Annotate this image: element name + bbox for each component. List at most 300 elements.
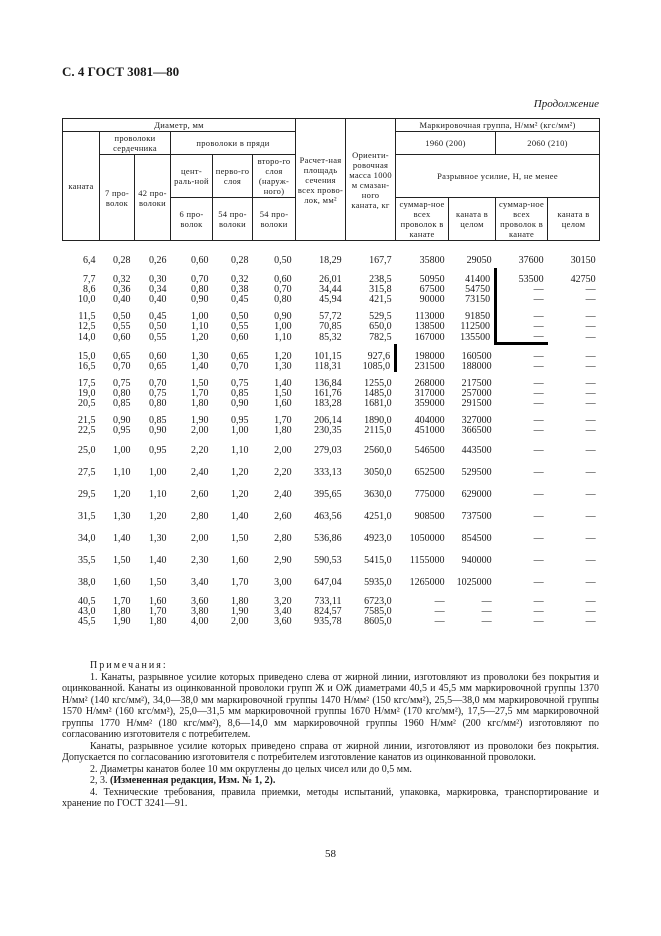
table-cell: 27,5	[78, 466, 96, 478]
table-cell: 647,04	[314, 576, 342, 588]
spacer-cell	[135, 502, 171, 509]
group-spacer	[63, 480, 600, 487]
table-cell: 1,10	[231, 444, 249, 456]
table-cell: 198000	[396, 352, 449, 362]
spacer-cell	[496, 458, 548, 465]
table-cell: 1265000	[409, 576, 445, 588]
table-cell: 70,85	[319, 321, 342, 332]
header-6wire: 6 про-волок	[171, 198, 213, 241]
table-cell: 395,65	[314, 488, 342, 500]
table-cell: 12,5	[78, 321, 96, 332]
table-cell: —	[533, 425, 544, 436]
table-cell: —	[533, 444, 544, 456]
spacer-cell	[496, 568, 548, 575]
table-cell: 782,5	[369, 331, 392, 343]
table-cell: 0,60	[191, 254, 209, 266]
table-cell: —	[481, 606, 492, 617]
table-cell: 733,11	[314, 596, 342, 607]
rope-spec-table	[62, 118, 600, 627]
spacer-cell	[296, 524, 346, 531]
table-cell: 19,0	[78, 388, 96, 399]
table-cell: 38,0	[78, 576, 96, 588]
spacer-cell	[171, 546, 213, 553]
table-cell: 161,76	[314, 388, 342, 399]
table-cell: —	[533, 351, 544, 362]
spacer-cell	[548, 546, 600, 553]
spacer-cell	[171, 480, 213, 487]
spacer-cell	[496, 436, 548, 443]
spacer-cell	[346, 524, 396, 531]
table-cell: 1,80	[149, 616, 167, 627]
table-cell: 2,60	[274, 510, 292, 522]
table-cell: 40,5	[78, 596, 96, 607]
table-cell: 529,5	[369, 311, 392, 322]
table-cell: 206,14	[314, 415, 342, 426]
table-cell: 230,35	[314, 425, 342, 436]
spacer-cell	[396, 524, 449, 531]
spacer-cell	[253, 568, 296, 575]
table-row	[63, 399, 600, 409]
table-cell: 0,90	[231, 398, 249, 409]
table-cell: 2,60	[191, 488, 209, 500]
spacer-cell	[296, 436, 346, 443]
header-whole-1: каната в целом	[449, 198, 496, 241]
table-cell: —	[533, 510, 544, 522]
header-wire-core: проволоки сердечника	[100, 132, 171, 155]
table-cell: 31,5	[78, 510, 96, 522]
spacer-cell	[346, 436, 396, 443]
table-cell: 6723,0	[364, 596, 392, 607]
spacer-cell	[135, 241, 171, 254]
header-rope: каната	[63, 132, 100, 241]
table-cell: 0,65	[231, 351, 249, 362]
table-cell: 3,00	[274, 576, 292, 588]
spacer-cell	[346, 502, 396, 509]
table-cell: 650,0	[369, 321, 392, 332]
table-cell: 1,20	[113, 488, 131, 500]
table-cell: 0,90	[149, 425, 167, 436]
table-cell: 3,20	[274, 596, 292, 607]
spacer-cell	[396, 546, 449, 553]
table-cell: 1,00	[149, 466, 167, 478]
table-cell: 2,00	[231, 616, 249, 627]
table-cell: 160500	[461, 351, 492, 362]
table-cell: 927,6	[367, 351, 391, 362]
table-cell: 41400	[465, 274, 491, 285]
table-cell: 2,30	[191, 554, 209, 566]
table-cell: 18,29	[319, 254, 342, 266]
table-cell: 136,84	[314, 378, 342, 389]
spacer-cell	[296, 502, 346, 509]
spacer-cell	[63, 524, 100, 531]
table-cell: 30150	[570, 254, 596, 266]
table-cell: 57,72	[319, 311, 342, 322]
table-cell: 0,55	[113, 321, 131, 332]
table-cell: 1025000	[456, 576, 492, 588]
table-cell: 0,45	[149, 311, 167, 322]
spacer-cell	[213, 546, 253, 553]
table-row	[63, 487, 600, 502]
spacer-cell	[253, 546, 296, 553]
table-cell: 1,30	[149, 532, 167, 544]
spacer-cell	[253, 502, 296, 509]
header-group-2060: 2060 (210)	[496, 132, 600, 155]
table-cell: 1,70	[274, 415, 292, 426]
header-42wire: 42 про-волоки	[135, 155, 171, 241]
spacer-cell	[296, 480, 346, 487]
table-cell: 50950	[419, 274, 445, 285]
table-cell: 8605,0	[364, 616, 392, 627]
table-row	[63, 531, 600, 546]
table-cell: 317000	[414, 388, 445, 399]
table-cell: —	[585, 488, 596, 500]
table-cell: —	[585, 554, 596, 566]
table-cell: 0,55	[149, 331, 167, 343]
note-2: 2. Диаметры канатов более 10 мм округлены до целых чисел или до 0,5 мм.	[90, 763, 412, 775]
table-cell: —	[585, 616, 596, 627]
spacer-cell	[496, 241, 548, 254]
table-cell: 3050,0	[364, 466, 392, 478]
table-cell: 1,70	[231, 576, 249, 588]
spacer-cell	[253, 241, 296, 254]
note-amendment-bold: (Измененная редакция, Изм. № 1, 2).	[110, 775, 276, 786]
table-cell: 0,26	[149, 254, 167, 266]
table-cell: 113000	[414, 311, 445, 322]
spacer-cell	[396, 502, 449, 509]
table-cell: 1,80	[231, 596, 249, 607]
table-cell: 0,70	[274, 284, 292, 295]
table-cell: 0,85	[149, 415, 167, 426]
header-54wire-b: 54 про-волоки	[253, 198, 296, 241]
spacer-cell	[100, 502, 135, 509]
table-cell: 1,20	[191, 331, 209, 343]
table-cell: 2,40	[274, 488, 292, 500]
spacer-cell	[213, 568, 253, 575]
table-cell: 854500	[461, 532, 492, 544]
spacer-cell	[548, 458, 600, 465]
table-cell: 1,80	[191, 398, 209, 409]
table-cell: 54750	[465, 284, 491, 295]
spacer-cell	[253, 524, 296, 531]
table-cell: —	[585, 596, 596, 607]
table-cell: —	[434, 596, 445, 607]
group-spacer	[63, 436, 600, 443]
table-cell: 29,5	[78, 488, 96, 500]
spacer-cell	[100, 568, 135, 575]
table-cell: 257000	[461, 388, 492, 399]
table-cell: 183,28	[314, 398, 342, 409]
table-cell: 37600	[518, 254, 544, 266]
table-cell: 1,70	[113, 596, 131, 607]
table-cell: 1,00	[113, 444, 131, 456]
header-mass: Ориенти-ровочная масса 1000 м смазан-ного каната, кг	[346, 119, 396, 241]
table-cell: 16,5	[78, 361, 96, 372]
table-cell: 0,90	[113, 415, 131, 426]
table-cell: 1085,0	[362, 361, 391, 372]
table-cell: 0,90	[191, 294, 209, 305]
spacer-cell	[135, 436, 171, 443]
table-cell: 3,60	[191, 596, 209, 607]
table-cell: 1,80	[113, 606, 131, 617]
table-cell: 0,55	[231, 321, 249, 332]
table-cell: 3,60	[274, 616, 292, 627]
table-cell: 1,10	[274, 331, 292, 343]
spacer-cell	[496, 502, 548, 509]
table-cell: 404000	[414, 415, 445, 426]
table-cell: 0,65	[149, 361, 167, 372]
table-cell: —	[481, 596, 492, 607]
table-cell: —	[533, 466, 544, 478]
table-cell: 0,60	[274, 274, 292, 285]
table-cell: 0,28	[231, 254, 249, 266]
table-cell: 90000	[419, 294, 445, 305]
table-cell: —	[496, 285, 548, 295]
table-cell: —	[533, 596, 544, 607]
table-cell: 3,40	[191, 576, 209, 588]
table-cell: 1,20	[274, 351, 292, 362]
table-cell: 1,30	[191, 351, 209, 362]
table-cell: 73150	[465, 294, 491, 305]
table-cell: 2,00	[274, 444, 292, 456]
table-cell: 34,44	[319, 284, 342, 295]
spacer-cell	[296, 568, 346, 575]
table-cell: 1,20	[149, 510, 167, 522]
spacer-cell	[496, 546, 548, 553]
table-cell: 1,90	[231, 606, 249, 617]
table-cell: 85,32	[319, 331, 342, 343]
table-cell: 0,80	[149, 398, 167, 409]
spacer-cell	[100, 546, 135, 553]
table-cell: 451000	[414, 425, 445, 436]
table-cell: 138500	[414, 321, 445, 332]
spacer-cell	[100, 524, 135, 531]
table-cell: 35,5	[78, 554, 96, 566]
spacer-cell	[171, 502, 213, 509]
table-cell: 0,28	[113, 254, 131, 266]
table-cell: 10,0	[78, 294, 96, 305]
spacer-cell	[213, 502, 253, 509]
table-cell: —	[533, 576, 544, 588]
table-cell: —	[434, 616, 445, 627]
table-cell: 1255,0	[364, 378, 392, 389]
header-group-1960: 1960 (200)	[396, 132, 496, 155]
table-row	[63, 362, 600, 372]
table-cell: —	[585, 425, 596, 436]
table-cell: 3630,0	[364, 488, 392, 500]
group-spacer	[63, 241, 600, 254]
table-cell: 238,5	[369, 274, 392, 285]
spacer-cell	[346, 241, 396, 254]
spacer-cell	[346, 480, 396, 487]
table-cell: 0,85	[231, 388, 249, 399]
table-cell: —	[533, 378, 544, 389]
table-cell: —	[585, 532, 596, 544]
table-cell: 1,50	[113, 554, 131, 566]
table-cell: —	[585, 331, 596, 343]
table-cell: 25,0	[78, 444, 96, 456]
table-cell: 1155000	[409, 554, 445, 566]
table-cell: 0,90	[274, 311, 292, 322]
table-cell: 1,50	[274, 388, 292, 399]
table-cell: 1,90	[191, 415, 209, 426]
table-row	[63, 322, 600, 332]
table-row	[63, 509, 600, 524]
spacer-cell	[63, 480, 100, 487]
table-cell: 0,40	[149, 294, 167, 305]
spacer-cell	[548, 241, 600, 254]
note-1: 1. Канаты, разрывное усилие которых приведено слева от жирной линии, изготовляют из проволоки без покрытия и оцинкованной. Канаты из оцинкованной проволоки групп Ж и ОЖ диаметрами 40,5 и 45,5 мм маркировочной группы 1370 Н/мм² (140 кгс/мм²), 34,0—38,0 мм маркировочной группы 1470 Н/мм² (150 кгс/мм²), 25,5—38,0 мм маркировочной группы 1570 Н/мм² (160 кгс/мм²), 25,0—31,5 мм маркировочной группы 1670 Н/мм² (170 кгс/мм²), 17,5—27,5 мм маркировочной группы 1770 Н/мм² (180 кгс/мм²), 8,6—14,0 мм маркировочной группы 1960 Н/мм² (200 кгс/мм²) изготовляют по согласованию изготовителя с потребителем.	[62, 671, 599, 740]
table-cell: 3,80	[191, 606, 209, 617]
spacer-cell	[296, 241, 346, 254]
table-cell: 6,4	[83, 254, 96, 266]
table-cell: 1,20	[231, 466, 249, 478]
table-row	[63, 617, 600, 627]
table-cell: —	[496, 322, 548, 332]
table-cell: 43,0	[78, 606, 96, 617]
table-cell: 327000	[461, 415, 492, 426]
table-cell: 935,78	[314, 616, 342, 627]
page-header: С. 4 ГОСТ 3081—80	[62, 64, 180, 79]
table-cell: 2,00	[191, 532, 209, 544]
header-mark-group: Маркировочная группа, Н/мм² (кгс/мм²)	[396, 119, 600, 132]
spacer-cell	[449, 480, 496, 487]
table-cell: —	[585, 510, 596, 522]
table-cell: 0,75	[231, 378, 249, 389]
spacer-cell	[449, 524, 496, 531]
spacer-cell	[213, 436, 253, 443]
spacer-cell	[213, 458, 253, 465]
header-break-force: Разрывное усилие, Н, не менее	[396, 155, 600, 198]
table-cell: —	[585, 388, 596, 399]
table-cell: 1,40	[191, 361, 209, 372]
group-spacer	[63, 546, 600, 553]
spacer-cell	[548, 568, 600, 575]
table-cell: 2,20	[191, 444, 209, 456]
table-row	[63, 426, 600, 436]
table-cell: 0,70	[113, 361, 131, 372]
continued-label: Продолжение	[533, 98, 599, 110]
table-cell: 0,34	[149, 284, 167, 295]
header-whole-2: каната в целом	[548, 198, 600, 241]
table-cell: —	[585, 398, 596, 409]
spacer-cell	[449, 436, 496, 443]
table-cell: 7,7	[83, 274, 96, 285]
group-spacer	[63, 568, 600, 575]
table-cell: 91850	[465, 311, 491, 322]
table-cell: 0,95	[231, 415, 249, 426]
table-cell: 0,95	[113, 425, 131, 436]
table-cell: —	[533, 532, 544, 544]
table-cell: 34,0	[78, 532, 96, 544]
table-cell: 0,70	[231, 361, 249, 372]
table-cell: —	[533, 361, 544, 372]
spacer-cell	[213, 480, 253, 487]
table-cell: 188000	[461, 361, 492, 372]
table-cell: 1,40	[113, 532, 131, 544]
note-1b: Канаты, разрывное усилие которых приведено справа от жирной линии, изготовляют из проволоки без покрытия. Допускается по согласованию изготовителя с потребителем изготовление канатов из оцинкованной проволоки.	[62, 740, 599, 763]
table-cell: 2,80	[274, 532, 292, 544]
header-54wire-a: 54 про-волоки	[213, 198, 253, 241]
spacer-cell	[100, 480, 135, 487]
table-cell: 0,50	[149, 321, 167, 332]
spacer-cell	[396, 458, 449, 465]
table-cell: —	[496, 312, 548, 322]
table-cell: 21,5	[78, 415, 96, 426]
spacer-cell	[548, 436, 600, 443]
table-cell: 590,53	[314, 554, 342, 566]
note-4: 4. Технические требования, правила приемки, методы испытаний, упаковка, маркировка, транспортирование и хранение по ГОСТ 3241—91.	[62, 786, 599, 809]
table-cell: 0,38	[231, 284, 249, 295]
table-row	[63, 443, 600, 458]
table-cell: 167000	[414, 331, 445, 343]
table-cell: 1050000	[409, 532, 445, 544]
table-cell: 0,32	[231, 274, 249, 285]
table-cell: 1,60	[149, 596, 167, 607]
group-spacer	[63, 524, 600, 531]
table-cell: 67500	[419, 284, 445, 295]
table-cell: 2,00	[191, 425, 209, 436]
table-cell: —	[533, 415, 544, 426]
spacer-cell	[396, 241, 449, 254]
table-cell: 11,5	[78, 311, 96, 322]
table-cell: —	[585, 606, 596, 617]
table-cell: 1,30	[113, 510, 131, 522]
table-body	[63, 241, 600, 628]
table-cell: 463,56	[314, 510, 342, 522]
header-first-layer: перво-го слоя	[213, 155, 253, 198]
group-spacer	[63, 502, 600, 509]
table-cell: 3,40	[274, 606, 292, 617]
table-cell: 546500	[414, 444, 445, 456]
table-cell: —	[585, 378, 596, 389]
table-cell: 7585,0	[364, 606, 392, 617]
notes-block	[62, 660, 599, 810]
spacer-cell	[253, 458, 296, 465]
table-cell: 217500	[461, 378, 492, 389]
table-cell: 45,5	[78, 616, 96, 627]
table-cell: 0,60	[113, 331, 131, 343]
table-cell: 17,5	[78, 378, 96, 389]
table-cell: 0,32	[113, 274, 131, 285]
spacer-cell	[63, 546, 100, 553]
header-7wire: 7 про-волок	[100, 155, 135, 241]
spacer-cell	[449, 458, 496, 465]
header-second-layer: второ-го слоя (наруж-ного)	[253, 155, 296, 198]
table-cell: 421,5	[369, 294, 392, 305]
table-cell: —	[585, 444, 596, 456]
spacer-cell	[213, 524, 253, 531]
table-cell: 4923,0	[364, 532, 392, 544]
table-cell: 0,70	[149, 378, 167, 389]
table-row	[63, 295, 600, 305]
table-cell: 1,10	[113, 466, 131, 478]
table-cell: 1,60	[231, 554, 249, 566]
table-cell: 359000	[414, 398, 445, 409]
spacer-cell	[548, 480, 600, 487]
table-cell: 53500	[496, 275, 548, 285]
table-cell: 0,80	[113, 388, 131, 399]
table-cell: —	[533, 616, 544, 627]
table-cell: 940000	[461, 554, 492, 566]
table-cell: —	[533, 398, 544, 409]
table-cell: 167,7	[369, 254, 392, 266]
spacer-cell	[548, 502, 600, 509]
spacer-cell	[171, 568, 213, 575]
table-cell: —	[496, 295, 548, 305]
table-cell: 1,40	[231, 510, 249, 522]
spacer-cell	[296, 458, 346, 465]
spacer-cell	[100, 241, 135, 254]
